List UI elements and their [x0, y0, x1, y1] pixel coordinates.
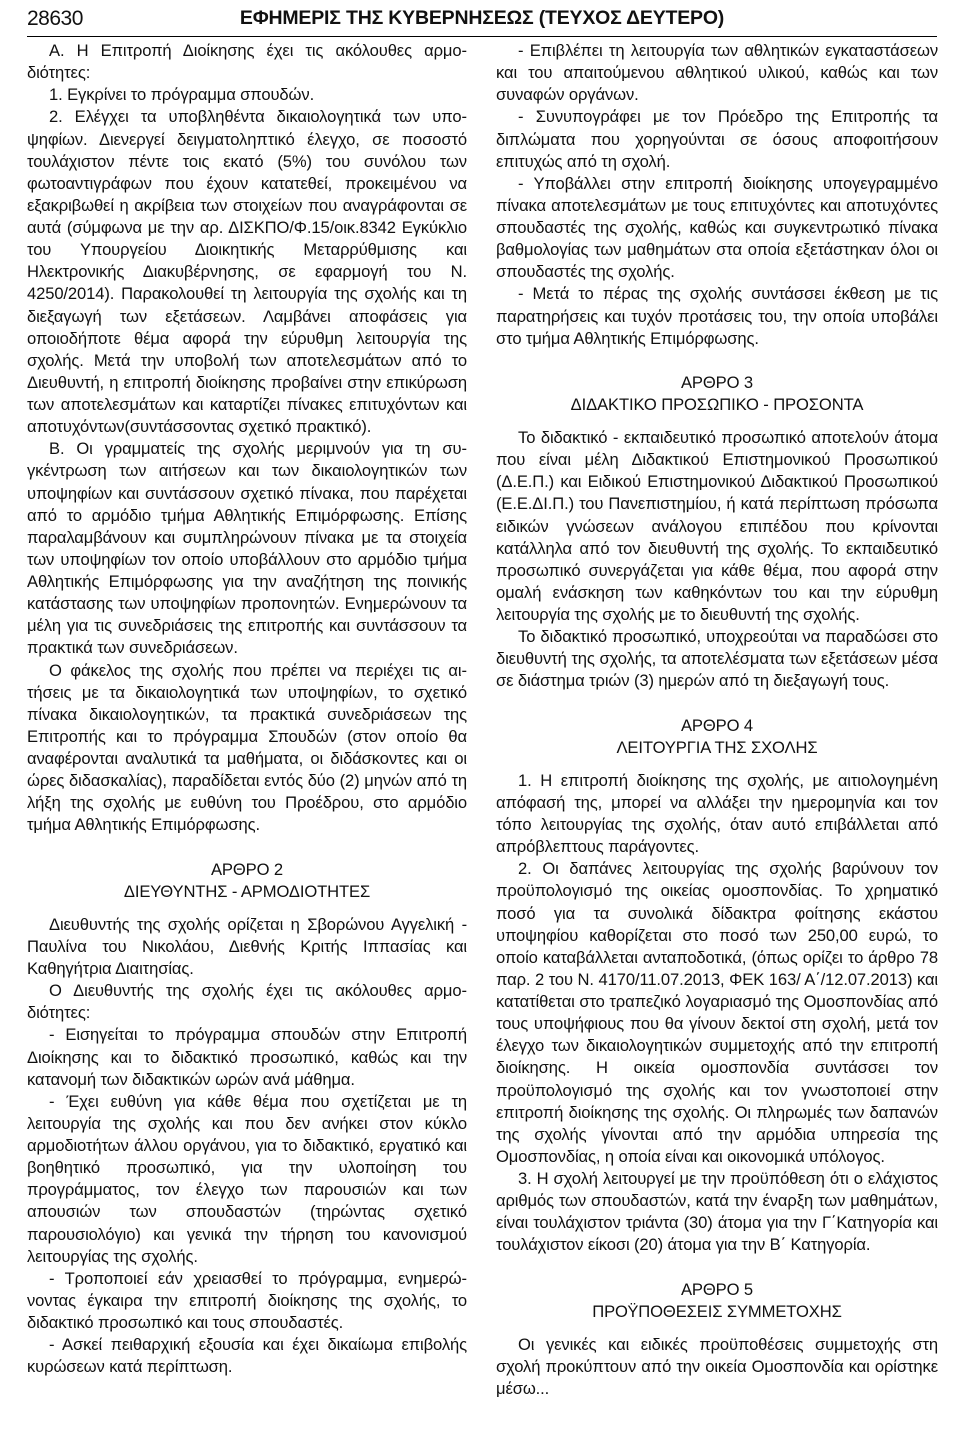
paragraph-director-responsible: - Έχει ευθύνη για κάθε θέμα που σχετίζεται με τη λειτουργία της σχολής και που δεν ανήκει στον κύκλο αρμοδιοτήτων άλλου οργάνου, για το διδακτικό, εργατικό και βοηθητικό προσωπικό, για την υλοποίηση του προγράμματος, τον έλεγχο των παρουσιών και των απουσιών των σπουδαστών (τηρώντας σχετικό παρουσιολόγιο) και γενικά την τήρηση του κανονισμού λειτουργίας της σχολής.	[27, 1091, 467, 1266]
paragraph-submits-results: - Υποβάλλει στην επιτροπή διοίκησης υπογεγραμμένο πίνακα αποτελεσμάτων με τους επιτυχόντες και αποτυχόντες σπουδαστές της σχολής, καθώς και συγκεντρωτικό πίνακα βαθμολογίας των μαθημάτων στα οποία εξετάστηκαν όλοι οι σπουδαστές της σχολής.	[496, 173, 938, 282]
article-5-number: ΑΡΘΡΟ 5	[680, 1279, 754, 1299]
article-2-number: ΑΡΘΡΟ 2	[210, 859, 284, 879]
paragraph-exam-results: Το διδακτικό προσωπικό, υποχρεούται να παραδώσει στο διευθυντή της σχολής, τα αποτελέσματα των εξετάσεων μέσα σε διάστημα τριών (3) ημερών από τη διεξαγωγή τους.	[496, 627, 938, 691]
paragraph-secretaries: Β. Οι γραμματείς της σχολής μεριμνούν για τη συγκέντρωση των αιτήσεων και των δικαιολογητικών των υποψηφίων και συντάσσουν σχετικό πίνακα, που παρέχεται από το αρμόδιο τμήμα Αθλητικής Επιμόρφωσης. Επίσης παραλαμβάνουν και συμπληρώνουν πίνακα με τα στοιχεία των υποψηφίων τον οποίο υποβάλλουν στο αρμόδιο τμήμα Αθλητικής Επιμόρφωσης για την αναζήτηση της ποινικής κατάστασης των υποψηφίων προπονητών. Ενημερώνουν τα μέλη για τις συνεδριάσεις της επιτροπής και συντάσσουν τα πρακτικά των συνεδριάσεων.	[27, 439, 467, 658]
article-4-title: ΛΕΙΤΟΥΡΓΙΑ ΤΗΣ ΣΧΟΛΗΣ	[616, 737, 818, 757]
article-5-title: ΠΡΟΫΠΟΘΕΣΕΙΣ ΣΥΜΜΕΤΟΧΗΣ	[592, 1301, 842, 1321]
paragraph-operation-3: 3. Η σχολή λειτουργεί με την προϋπόθεση ότι ο ελάχιστος αριθμός των σπουδαστών, κατά την έναρξη των μαθημάτων, είναι τουλάχιστον τριάντα (30) άτομα για την Γ΄Κατηγορία και τουλάχιστον είκοσι (20) άτομα για την Β΄ Κατηγορία.	[496, 1169, 938, 1255]
right-column	[496, 40, 938, 1400]
paragraph-director-duties: Ο Διευθυντής της σχολής έχει τις ακόλουθες αρμοδιότητες:	[27, 981, 467, 1023]
article-3-number: ΑΡΘΡΟ 3	[680, 372, 754, 392]
paragraph-item-2: 2. Ελέγχει τα υποβληθέντα δικαιολογητικά των υποψηφίων. Διενεργεί δειγματοληπτικό έλεγχο, σε ποσοστό τουλάχιστον πέντε τοις εκατό (5%) του συνόλου των φωτοαντιγράφων που έχουν κατατεθεί, προκειμένου να εξακριβωθεί η ακρίβεια των στοιχείων που αναγράφονται σε αυτά (σύμφωνα με την αρ. ΔΙΣΚΠΟ/Φ.15/οικ.8342 Εγκύκλιο του Υπουργείου Διοικητικής Μεταρρύθμισης και Ηλεκτρονικής Διακυβέρνησης, σε εφαρμογή του Ν. 4250/2014). Παρακολουθεί τη λειτουργία της σχολής και τη διεξαγωγή των εξετάσεων. Λαμβάνει αποφάσεις για οποιοδήποτε θέμα αφορά την εύρυθμη λειτουργία της σχολής. Μετά την υποβολή των αποτελεσμάτων από το Διευθυντή, η επιτροπή διοίκησης προβαίνει στην επικύρωση των αποτελεσμάτων και καταρτίζει πίνακες επιτυχόντων και αποτυχόντων(συντάσσοντας σχετικό πρακτικό).	[27, 107, 467, 437]
article-3-title: ΔΙΔΑΚΤΙΚΟ ΠΡΟΣΩΠΙΚΟ - ΠΡΟΣΟΝΤΑ	[570, 394, 864, 414]
paragraph-committee-duties: A. Η Επιτροπή Διοίκησης έχει τις ακόλουθες αρμοδιότητες:	[27, 41, 467, 83]
paragraph-operation-1: 1. Η επιτροπή διοίκησης της σχολής, με αιτιολογημένη απόφασή της, μπορεί να αλλάξει την ημερομηνία και τον τόπο λειτουργίας της σχολής, όταν αυτό επιβάλλεται από απρόβλεπτους παράγοντες.	[496, 770, 938, 857]
article-4-number: ΑΡΘΡΟ 4	[680, 715, 754, 735]
article-2-title: ΔΙΕΥΘΥΝΤΗΣ - ΑΡΜΟΔΙΟΤΗΤΕΣ	[123, 881, 371, 901]
page-number: 28630	[27, 7, 83, 30]
paragraph-item-1: 1. Εγκρίνει το πρόγραμμα σπουδών.	[49, 85, 315, 105]
journal-title: ΕΦΗΜΕΡΙΣ ΤΗΣ ΚΥΒΕΡΝΗΣΕΩΣ (ΤΕΥΧΟΣ ΔΕΥΤΕΡΟ)	[239, 7, 725, 29]
paragraph-director-appointment: Διευθυντής της σχολής ορίζεται η Σβορώνου Αγγελική - Παυλίνα του Νικολάου, Διεθνής Κριτής Ιππασίας και Καθηγήτρια Διαιτησίας.	[27, 914, 467, 978]
paragraph-director-proposes: - Εισηγείται το πρόγραμμα σπουδών στην Επιτροπή Διοίκησης και το διδακτικό προσωπικό, καθώς και την κατανομή των διδακτικών ωρών ανά μάθημα.	[27, 1025, 467, 1089]
page-header	[27, 6, 937, 37]
paragraph-teaching-staff: Το διδακτικό - εκπαιδευτικό προσωπικό αποτελούν άτομα που είναι μέλη Διδακτικού Επιστημονικού Προσωπικού (Δ.Ε.Π.) και Ειδικού Επιστημονικού Διδακτικού Προσωπικού (Ε.Ε.ΔΙ.Π.) του Πανεπιστημίου, ή κατά περίπτωση πρόσωπα ειδικών γνώσεων ανάλογου επιπέδου που κρίνονται κατάλληλα από τον διευθυντή της σχολής. Το εκπαιδευτικό προσωπικό συνεργάζεται για κάθε θέμα, που αφορά στην ομαλή ενάσκηση των καθηκόντων του και την εύρυθμη λειτουργία της σχολής με το διευθυντή της σχολής.	[496, 428, 938, 624]
paragraph-final-report: - Μετά το πέρας της σχολής συντάσσει έκθεση με τις παρατηρήσεις και τυχόν προτάσεις του, την οποία υποβάλει στο τμήμα Αθλητικής Επιμόρφωσης.	[496, 284, 938, 348]
paragraph-director-modifies: - Τροποποιεί εάν χρειασθεί το πρόγραμμα, ενημερώνοντας έγκαιρα την επιτροπή διοίκησης της σχολής, το διδακτικό προσωπικό και τους σπουδαστές.	[27, 1268, 467, 1332]
paragraph-school-folder: Ο φάκελος της σχολής που πρέπει να περιέχει τις αιτήσεις με τα δικαιολογητικά των υποψηφίων, το σχετικό πίνακα δικαιολογητικών, τα πρακτικά συνεδριάσεων της Επιτροπής και το πρόγραμμα Σπουδών (στον οποίο θα αναφέρονται αναλυτικά τα μαθήματα, οι διδάσκοντες και οι ώρες διδασκαλίας), παραδίδεται εντός δύο (2) μηνών από τη λήξη της σχολής με ευθύνη του Προέδρου, στο αρμόδιο τμήμα Αθλητικής Επιμόρφωσης.	[27, 660, 467, 835]
paragraph-operation-2: 2. Οι δαπάνες λειτουργίας της σχολής βαρύνουν τον προϋπολογισμό της οικείας ομοσπονδίας. Το χρηματικό ποσό για τα συνολικά δίδακτρα φοίτησης εκάστου υποψηφίου καθορίζεται στο ποσό των 250,00 ευρώ, το οποίο καταβάλλεται ανταποδοτικά, (όπως ορίζει το άρθρο 78 παρ. 2 του Ν. 4170/11.07.2013, ΦΕΚ 163/ Α΄/12.07.2013) και κατατίθεται στο τραπεζικό λογαριασμό της Ομοσπονδίας από τους υποψήφιους που θα γίνουν δεκτοί στη σχολή, μετά τον έλεγχο των δικαιολογητικών συμμετοχής από την επιτροπή διοίκησης. Η οικεία ομοσπονδία συντάσσει τον προϋπολογισμό της σχολής και τον γνωστοποιεί στην επιτροπή διοίκησης της σχολής. Οι πληρωμές των δαπανών της σχολής γίνονται από την αρμόδια υπηρεσία της Ομοσπονδίας, η οποία είναι και οικονομικά υπόλογος.	[496, 859, 938, 1166]
paragraph-cosigns-diplomas: - Συνυπογράφει με τον Πρόεδρο της Επιτροπής τα διπλώματα που χορηγούνται σε όσους αποφοιτήσουν επιτυχώς από τη σχολή.	[496, 107, 938, 171]
left-column	[27, 40, 467, 1378]
paragraph-supervises-facilities: - Επιβλέπει τη λειτουργία των αθλητικών εγκαταστάσεων και του απαιτούμενου αθλητικού υλικού, καθώς και των συναφών οργάνων.	[496, 41, 938, 105]
paragraph-director-discipline: - Ασκεί πειθαρχική εξουσία και έχει δικαίωμα επιβολής κυρώσεων κατά περίπτωση.	[27, 1335, 467, 1377]
paragraph-participation-requirements: Οι γενικές και ειδικές προϋποθέσεις συμμετοχής στη σχολή προκύπτουν από την οικεία Ομοσπονδία και ορίστηκε μέσω...	[496, 1334, 938, 1398]
